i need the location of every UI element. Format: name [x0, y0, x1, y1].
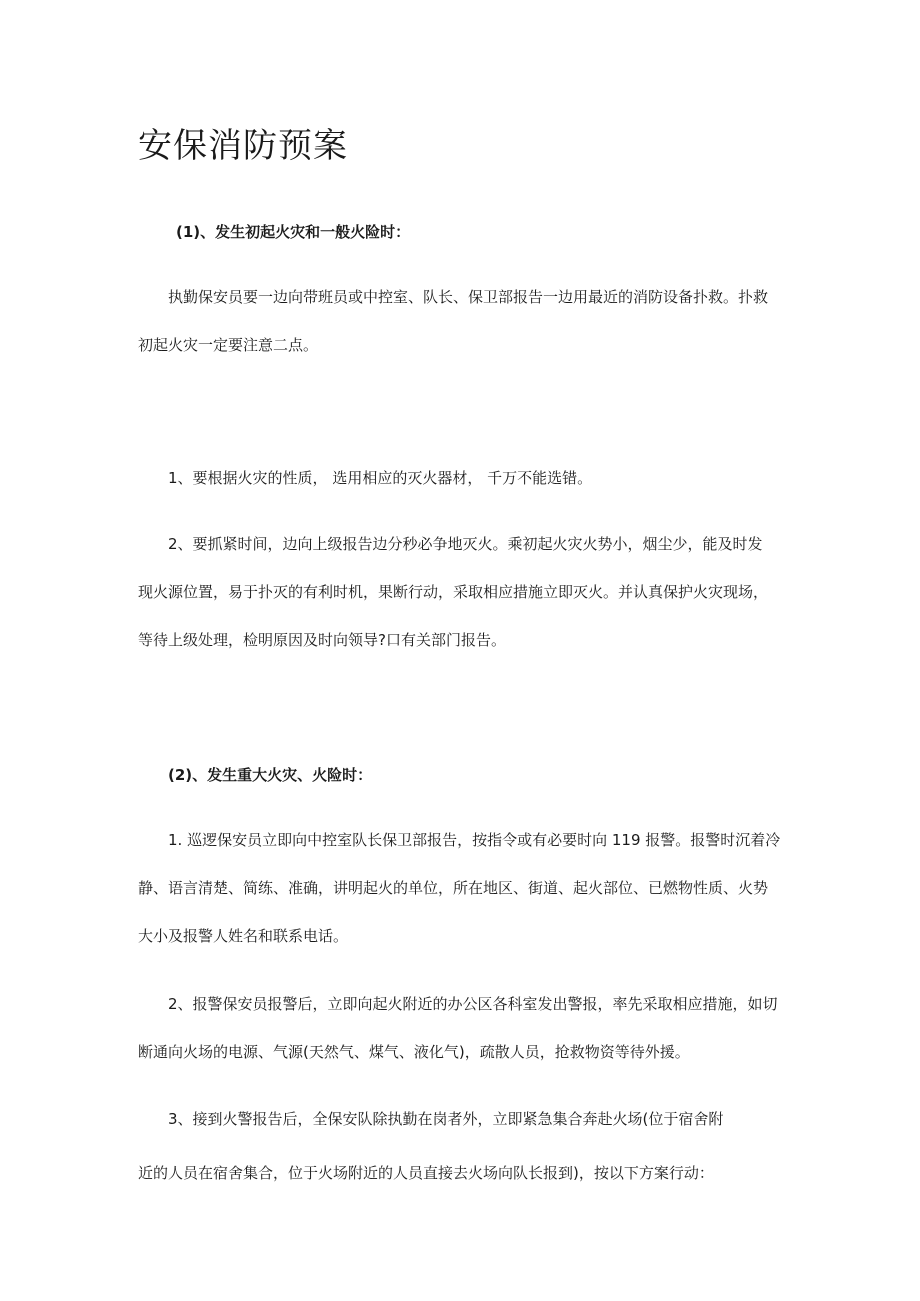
section1-point2-line-1: 2、要抓紧时间，边向上级报告边分秒必争地灭火。乘初起火灾火势小，烟尘少，能及时发: [168, 535, 763, 553]
section1-point2-line-2: 现火源位置，易于扑灭的有利时机，果断行动，采取相应措施立即灭火。并认真保护火灾现场，: [138, 583, 769, 601]
section1-point1-line-1: 1、要根据火灾的性质， 选用相应的灭火器材， 千万不能选错。: [168, 469, 593, 487]
section2-point3-line-1: 3、接到火警报告后，全保安队除执勤在岗者外，立即紧急集合奔赴火场(位于宿舍附: [168, 1110, 724, 1128]
section1-heading: (1)、发生初起火灾和一般火险时：: [176, 223, 411, 241]
section2-heading: (2)、发生重大火灾、火险时：: [168, 766, 373, 784]
section2-point3-line-2: 近的人员在宿舍集合，位于火场附近的人员直接去火场向队长报到)，按以下方案行动：: [138, 1164, 714, 1182]
section2-point2-line-1: 2、报警保安员报警后，立即向起火附近的办公区各科室发出警报，率先采取相应措施，如切: [168, 995, 778, 1013]
section2-point1-line-3: 大小及报警人姓名和联系电话。: [138, 927, 349, 945]
section1-point2-line-3: 等待上级处理，检明原因及时向领导?口有关部门报告。: [138, 631, 506, 649]
section1-intro-line-2: 初起火灾一定要注意二点。: [138, 336, 319, 354]
document-title: 安保消防预案: [138, 126, 348, 166]
section1-intro-line-1: 执勤保安员要一边向带班员或中控室、队长、保卫部报告一边用最近的消防设备扑救。扑救: [168, 288, 769, 306]
section2-point1-line-1: 1. 巡逻保安员立即向中控室队长保卫部报告，按指令或有必要时向 119 报警。报警时沉着冷: [168, 831, 781, 849]
section2-point2-line-2: 断通向火场的电源、气源(天然气、煤气、液化气)，疏散人员，抢救物资等待外援。: [138, 1043, 690, 1061]
section2-point1-line-2: 静、语言清楚、简练、准确，讲明起火的单位，所在地区、街道、起火部位、已燃物性质、火势: [138, 879, 769, 897]
